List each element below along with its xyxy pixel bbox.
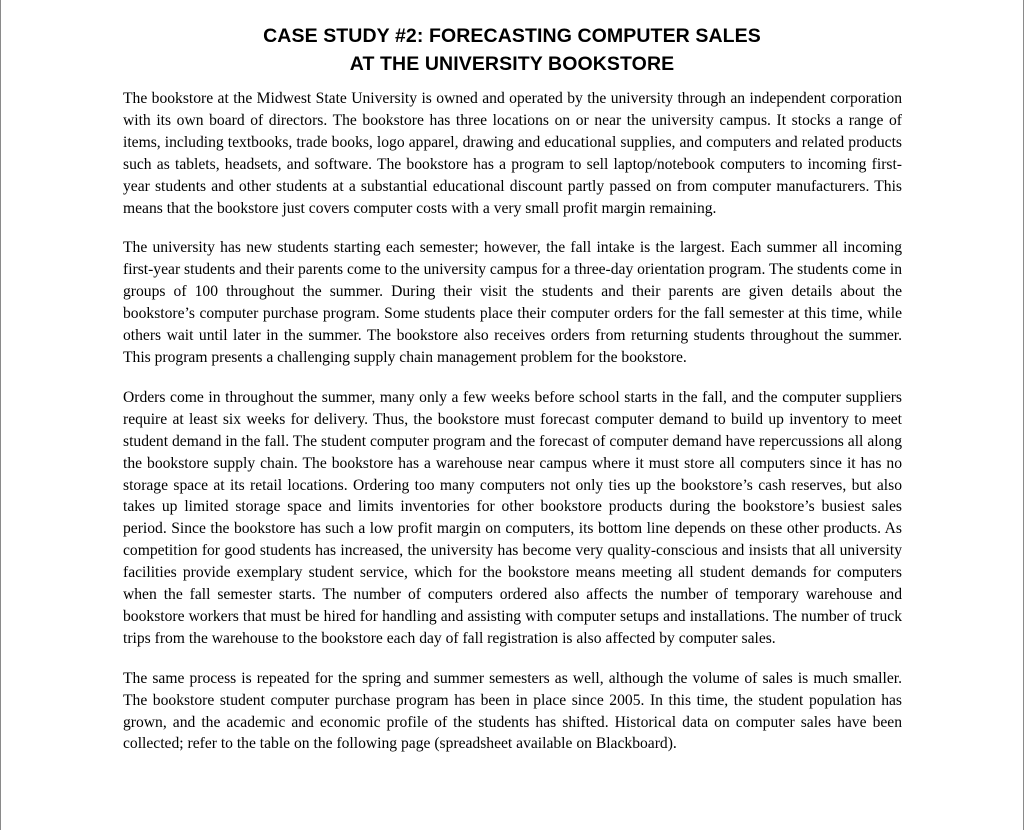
document-body (123, 88, 902, 773)
page-title-line-2: AT THE UNIVERSITY BOOKSTORE (349, 53, 675, 75)
paragraph-3: Orders come in throughout the summer, many only a few weeks before school starts in the fall, and the computer suppliers require at least six weeks for delivery. Thus, the bookstore must forecast computer demand to build up inventory to meet student demand in the fall. The student computer program and the forecast of computer demand have repercussions all along the bookstore supply chain. The bookstore has a warehouse near campus where it must store all computers since it has no storage space at its retail locations. Ordering too many computers not only ties up the bookstore’s cash reserves, but also takes up limited storage space and limits inventories for other bookstore products during the bookstore’s busiest sales period. Since the bookstore has such a low profit margin on computers, its bottom line depends on these other products. As competition for good students has increased, the university has become very quality-conscious and insists that all university facilities provide exemplary student service, which for the bookstore means meeting all student demands for computers when the fall semester starts. The number of computers ordered also affects the number of temporary warehouse and bookstore workers that must be hired for handling and assisting with computer setups and installations. The number of truck trips from the warehouse to the bookstore each day of fall registration is also affected by computer sales. (123, 388, 902, 647)
page-title-line-1: CASE STUDY #2: FORECASTING COMPUTER SALES (263, 25, 761, 47)
paragraph-4: The same process is repeated for the spring and summer semesters as well, although the volume of sales is much smaller. The bookstore student computer purchase program has been in place since 2005. In this time, the student population has grown, and the academic and economic profile of the students has shifted. Historical data on computer sales have been collected; refer to the table on the following page (spreadsheet available on Blackboard). (123, 669, 902, 753)
paragraph-2: The university has new students starting each semester; however, the fall intake is the largest. Each summer all incoming first-year students and their parents come to the university campus for a three-day orientation program. The students come in groups of 100 throughout the summer. During their visit the students and their parents are given details about the bookstore’s computer purchase program. Some students place their computer orders for the fall semester at this time, while others wait until later in the summer. The bookstore also receives orders from returning students throughout the summer. This program presents a challenging supply chain management problem for the bookstore. (123, 239, 902, 366)
paragraph-1: The bookstore at the Midwest State University is owned and operated by the university through an independent corporation with its own board of directors. The bookstore has three locations on or near the university campus. It stocks a range of items, including textbooks, trade books, logo apparel, drawing and educational supplies, and computers and related products such as tablets, headsets, and software. The bookstore has a program to sell laptop/notebook computers to incoming first-year students and other students at a substantial educational discount partly passed on from computer manufacturers. This means that the bookstore just covers computer costs with a very small profit margin remaining. (123, 90, 902, 217)
